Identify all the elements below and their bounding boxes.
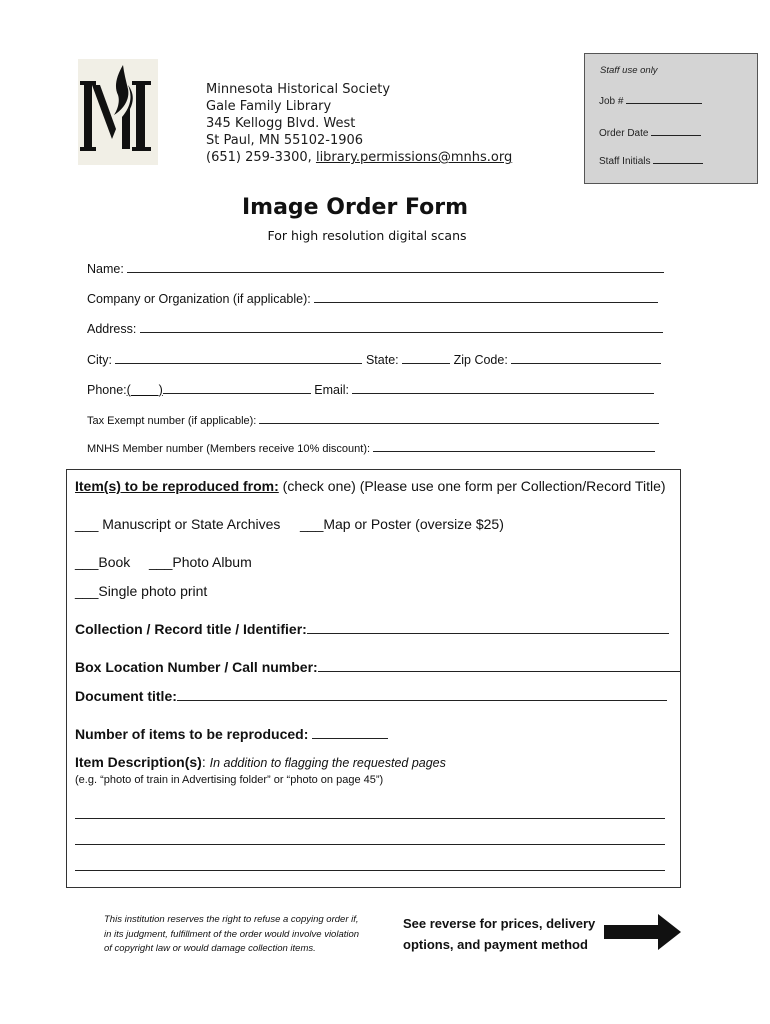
collection-label: Collection / Record title / Identifier: (75, 621, 307, 637)
org-street: 345 Kellogg Blvd. West (206, 116, 356, 131)
option-photo-album[interactable]: ___Photo Album (149, 554, 252, 570)
tax-exempt-field[interactable] (87, 412, 659, 427)
collection-field[interactable] (75, 621, 669, 637)
item-description-note: In addition to flagging the requested pages (209, 756, 446, 770)
staff-heading: Staff use only (600, 65, 658, 76)
address-field[interactable] (87, 321, 663, 336)
right-arrow-icon (604, 914, 682, 955)
option-map-poster[interactable]: ___Map or Poster (oversize $25) (300, 516, 504, 532)
num-items-field[interactable] (75, 726, 388, 742)
staff-use-box (584, 53, 758, 184)
staff-job-field[interactable]: Job # (599, 92, 702, 107)
name-label: Name: (87, 262, 124, 276)
company-field[interactable] (87, 291, 658, 306)
state-input[interactable] (402, 352, 450, 364)
state-label: State: (365, 353, 399, 367)
company-label: Company or Organization (if applicable): (87, 292, 311, 306)
member-number-field[interactable] (87, 440, 655, 455)
org-phone: (651) 259-3300, (206, 150, 316, 165)
items-heading (75, 478, 666, 494)
phone-email-row (87, 382, 654, 397)
item-description-example: (e.g. “photo of train in Advertising folder” or “photo on page 45”) (75, 774, 384, 786)
copyright-disclaimer: This institution reserves the right to refuse a copying order if, in its judgment, fulfillment of the order would involve violation of copyright law or would damage collection items. (104, 914, 360, 954)
box-location-field[interactable] (75, 659, 680, 675)
org-library: Gale Family Library (206, 99, 332, 114)
items-heading-label: Item(s) to be reproduced from: (75, 478, 279, 494)
item-description-label: Item Description(s) (75, 754, 202, 770)
member-label: MNHS Member number (Members receive 10% discount): (87, 443, 371, 455)
description-line-3[interactable] (75, 870, 665, 871)
option-single-photo-print[interactable]: ___Single photo print (75, 583, 208, 599)
phone-area-code[interactable]: ( ) (126, 383, 163, 397)
phone-input[interactable] (163, 382, 311, 394)
city-input[interactable] (115, 352, 362, 364)
org-address (206, 81, 512, 166)
staff-order-date-field[interactable]: Order Date (599, 124, 701, 139)
email-input[interactable] (352, 382, 654, 394)
see-reverse-line-2: options, and payment method (403, 937, 588, 952)
org-name: Minnesota Historical Society (206, 82, 391, 97)
email-label: Email: (314, 383, 349, 397)
phone-label: Phone: (87, 383, 127, 397)
name-field[interactable] (87, 261, 664, 276)
mnhs-logo-icon (78, 59, 158, 165)
option-manuscript[interactable]: ___ Manuscript or State Archives (75, 516, 281, 532)
org-city: St Paul, MN 55102-1906 (206, 133, 364, 148)
zip-label: Zip Code: (453, 353, 508, 367)
staff-initials-field[interactable]: Staff Initials (599, 152, 703, 167)
form-subtitle: For high resolution digital scans (267, 228, 467, 243)
address-label: Address: (87, 322, 137, 336)
item-description: Item Description(s): In addition to flagging the requested pages (75, 754, 446, 770)
org-email-link[interactable]: library.permissions@mnhs.org (315, 150, 513, 165)
box-location-label: Box Location Number / Call number: (75, 659, 318, 675)
form-title: Image Order Form (241, 195, 469, 220)
description-line-2[interactable] (75, 844, 665, 845)
org-contact (206, 149, 512, 166)
document-title-field[interactable] (75, 688, 667, 704)
description-line-1[interactable] (75, 818, 665, 819)
see-reverse-note (403, 913, 595, 955)
tax-exempt-label: Tax Exempt number (if applicable): (87, 415, 257, 427)
num-items-label: Number of items to be reproduced: (75, 726, 309, 742)
see-reverse-line-1: See reverse for prices, delivery (403, 916, 596, 931)
option-book[interactable]: ___Book (75, 554, 131, 570)
city-label: City: (87, 353, 112, 367)
city-state-zip-row (87, 352, 661, 367)
items-heading-note: (check one) (Please use one form per Collection/Record Title) (278, 478, 666, 494)
mnhs-logo (78, 59, 158, 165)
zip-input[interactable] (511, 352, 661, 364)
document-title-label: Document title: (75, 688, 177, 704)
